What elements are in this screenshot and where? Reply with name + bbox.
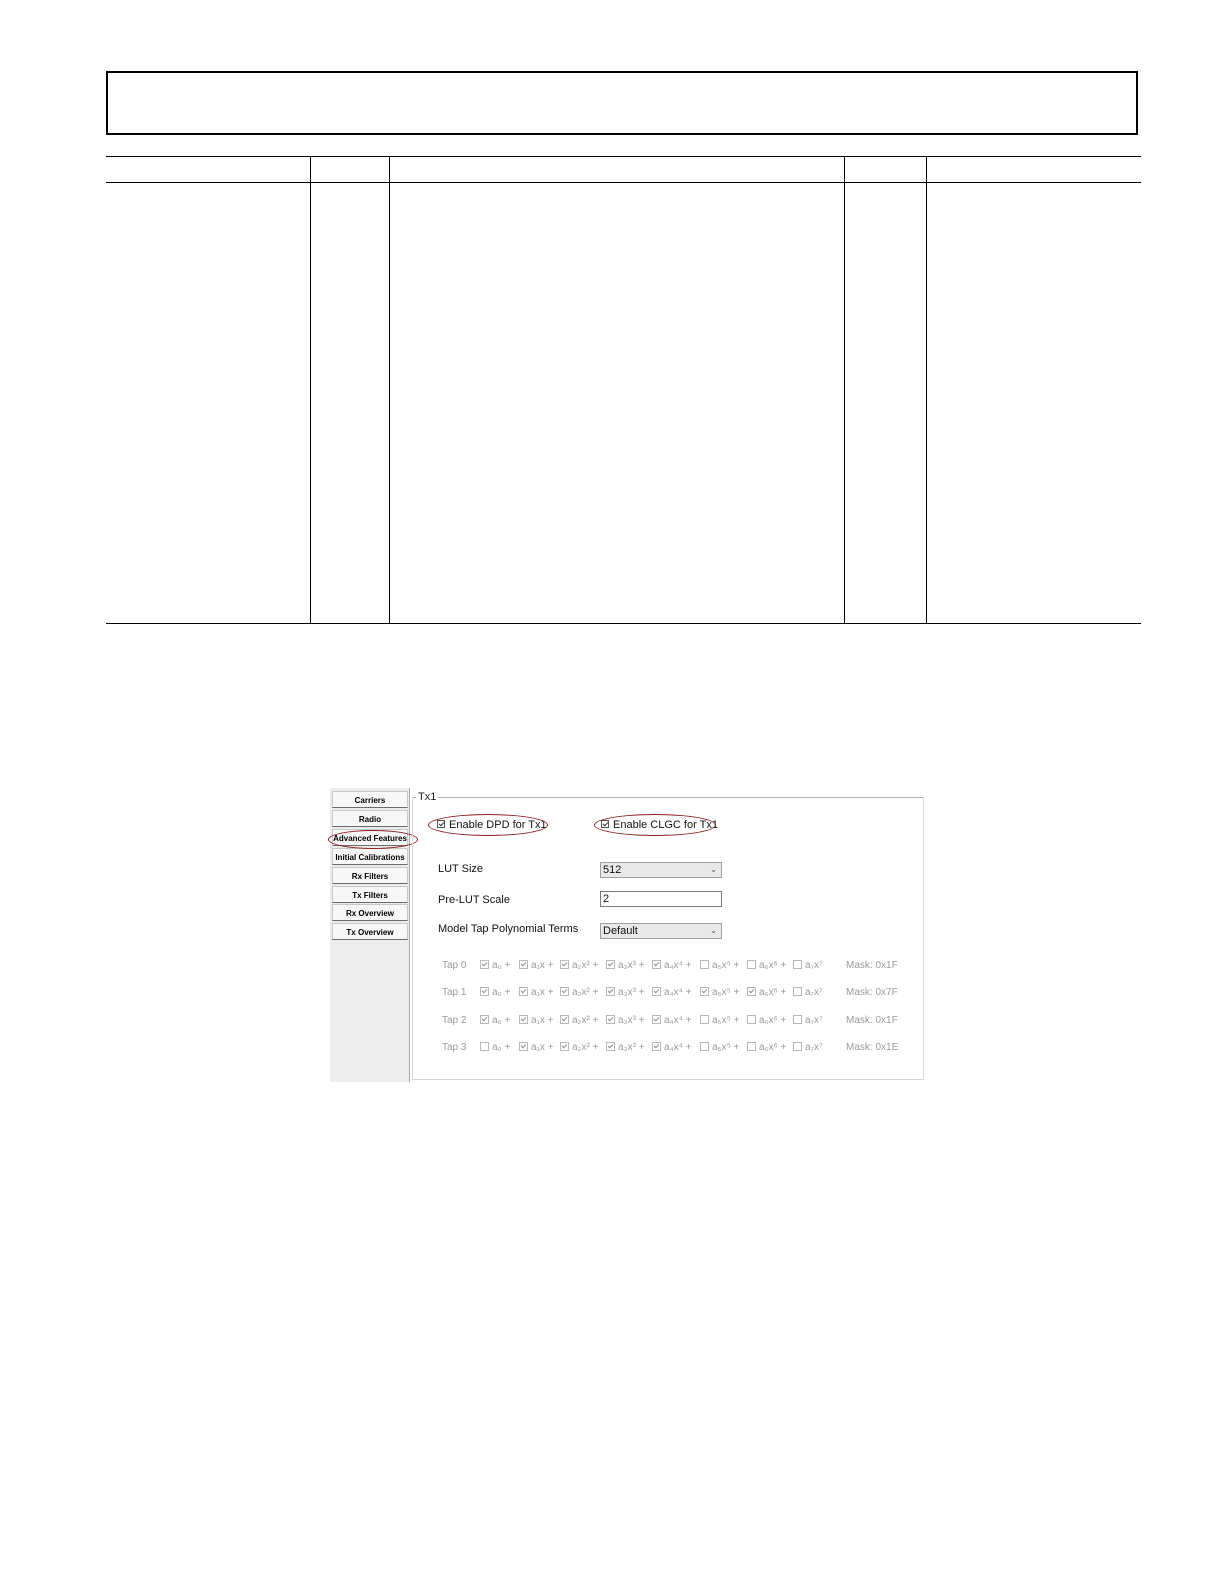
- tap-term-checkbox[interactable]: [560, 1015, 598, 1026]
- tap-term-checkbox[interactable]: [700, 987, 739, 998]
- model-tap-select[interactable]: [600, 923, 722, 939]
- group-label: Tx1: [418, 791, 437, 803]
- tap-term-checkbox[interactable]: [519, 1042, 554, 1053]
- nav-tab-carriers[interactable]: Carriers: [332, 791, 408, 808]
- tap-term-checkbox[interactable]: [606, 1042, 645, 1053]
- tap-term-label: a₅x⁵ +: [712, 1015, 740, 1026]
- tap-term-checkbox[interactable]: [700, 960, 739, 971]
- tap-term-label: a₂x² +: [572, 960, 599, 971]
- tap-name: Tap 1: [442, 987, 467, 998]
- chevron-down-icon: ⌄: [710, 865, 717, 874]
- gui-screenshot: [330, 788, 926, 1082]
- tap-term-label: a₆x⁶ +: [759, 960, 787, 971]
- nav-tab-tx-filters[interactable]: Tx Filters: [332, 886, 408, 903]
- table-column-divider: [310, 157, 311, 623]
- tap-term-label: a₂x² +: [572, 1042, 599, 1053]
- tap-term-checkbox[interactable]: [793, 960, 823, 971]
- tap-term-checkbox[interactable]: [793, 987, 823, 998]
- checkbox-icon: [606, 960, 615, 969]
- tap-term-checkbox[interactable]: [560, 987, 598, 998]
- checkbox-icon: [480, 987, 489, 996]
- checkbox-icon: [652, 960, 661, 969]
- tap-term-checkbox[interactable]: [480, 1042, 510, 1053]
- tap-term-label: a₆x⁶ +: [759, 1015, 787, 1026]
- tap-term-checkbox[interactable]: [519, 960, 554, 971]
- pre-lut-scale-label: Pre-LUT Scale: [438, 894, 510, 906]
- tap-term-label: a₁x +: [531, 1015, 554, 1026]
- tap-term-checkbox[interactable]: [747, 987, 786, 998]
- tap-term-checkbox[interactable]: [606, 987, 645, 998]
- tap-mask: Mask: 0x1E: [846, 1042, 899, 1053]
- tap-term-label: a₄x⁴ +: [664, 1042, 692, 1053]
- tap-term-label: a₇x⁷: [805, 1042, 823, 1053]
- checkbox-icon: [652, 1042, 661, 1051]
- tap-term-label: a₁x +: [531, 987, 554, 998]
- tap-term-checkbox[interactable]: [560, 1042, 598, 1053]
- highlight-ellipse: [428, 814, 548, 836]
- tap-mask: Mask: 0x1F: [846, 1015, 898, 1026]
- tap-term-checkbox[interactable]: [480, 1015, 510, 1026]
- tap-term-label: a₄x⁴ +: [664, 960, 692, 971]
- checkbox-icon: [700, 1042, 709, 1051]
- checkbox-icon: [793, 1015, 802, 1024]
- checkbox-icon: [519, 960, 528, 969]
- tap-term-label: a₅x⁵ +: [712, 960, 740, 971]
- nav-tab-tx-overview[interactable]: Tx Overview: [332, 923, 408, 940]
- checkbox-icon: [700, 987, 709, 996]
- checkbox-icon: [606, 987, 615, 996]
- tap-term-label: a₃x³ +: [618, 960, 645, 971]
- lut-size-select[interactable]: [600, 862, 722, 878]
- tap-term-label: a₄x⁴ +: [664, 1015, 692, 1026]
- checkbox-icon: [606, 1015, 615, 1024]
- checkbox-icon: [606, 1042, 615, 1051]
- checkbox-icon: [480, 960, 489, 969]
- header-box: [106, 71, 1138, 135]
- checkbox-icon: [793, 987, 802, 996]
- tap-term-label: a₆x⁶ +: [759, 1042, 787, 1053]
- model-tap-value: Default: [603, 925, 638, 937]
- nav-tab-radio[interactable]: Radio: [332, 810, 408, 827]
- checkbox-icon: [560, 1042, 569, 1051]
- tap-term-label: a₀ +: [492, 987, 511, 998]
- lut-size-value: 512: [603, 864, 622, 876]
- tap-term-checkbox[interactable]: [700, 1042, 739, 1053]
- tap-term-checkbox[interactable]: [606, 960, 645, 971]
- tap-term-checkbox[interactable]: [480, 987, 510, 998]
- checkbox-icon: [793, 1042, 802, 1051]
- chevron-down-icon: ⌄: [710, 926, 717, 935]
- checkbox-icon: [519, 987, 528, 996]
- checkbox-icon: [652, 1015, 661, 1024]
- tap-term-label: a₄x⁴ +: [664, 987, 692, 998]
- table-column-divider: [389, 157, 390, 623]
- checkbox-icon: [519, 1042, 528, 1051]
- tap-term-checkbox[interactable]: [793, 1015, 823, 1026]
- tap-term-label: a₁x +: [531, 960, 554, 971]
- tap-term-label: a₃x³ +: [618, 987, 645, 998]
- checkbox-icon: [747, 1015, 756, 1024]
- tap-term-checkbox[interactable]: [652, 960, 692, 971]
- enable-dpd-label: Enable DPD for Tx1: [449, 819, 547, 831]
- tap-term-checkbox[interactable]: [793, 1042, 823, 1053]
- checkbox-icon: [560, 960, 569, 969]
- checkbox-icon: [700, 1015, 709, 1024]
- tap-term-label: a₀ +: [492, 1042, 511, 1053]
- model-tap-label: Model Tap Polynomial Terms: [438, 923, 579, 935]
- checkbox-icon: [480, 1042, 489, 1051]
- checkbox-icon: [519, 1015, 528, 1024]
- checkbox-icon: [480, 1015, 489, 1024]
- pre-lut-scale-input[interactable]: 2: [600, 891, 722, 907]
- tap-term-label: a₀ +: [492, 1015, 511, 1026]
- checkbox-icon: [560, 987, 569, 996]
- tap-term-label: a₂x² +: [572, 1015, 599, 1026]
- tap-mask: Mask: 0x1F: [846, 960, 898, 971]
- checkbox-icon: [652, 987, 661, 996]
- nav-tab-rx-filters[interactable]: Rx Filters: [332, 867, 408, 884]
- tap-name: Tap 2: [442, 1015, 467, 1026]
- lut-size-label: LUT Size: [438, 863, 484, 875]
- tap-term-label: a₇x⁷: [805, 960, 823, 971]
- document-table: [106, 156, 1141, 624]
- tap-term-label: a₇x⁷: [805, 987, 823, 998]
- tap-term-checkbox[interactable]: [519, 1015, 554, 1026]
- nav-tab-advanced-features[interactable]: Advanced Features: [332, 829, 408, 846]
- tap-term-checkbox[interactable]: [652, 1042, 692, 1053]
- tap-term-label: a₆x⁶ +: [759, 987, 787, 998]
- tap-term-label: a₂x² +: [572, 987, 599, 998]
- tap-mask: Mask: 0x7F: [846, 987, 898, 998]
- tap-term-label: a₇x⁷: [805, 1015, 823, 1026]
- tap-term-checkbox[interactable]: [652, 987, 692, 998]
- checkbox-icon: [747, 987, 756, 996]
- tap-term-checkbox[interactable]: [652, 1015, 692, 1026]
- enable-clgc-label: Enable CLGC for Tx1: [613, 819, 718, 831]
- highlight-ellipse: [594, 814, 716, 836]
- table-column-divider: [844, 157, 845, 623]
- nav-tab-initial-calibrations[interactable]: Initial Calibrations: [332, 848, 408, 865]
- tap-term-checkbox[interactable]: [700, 1015, 739, 1026]
- tap-name: Tap 0: [442, 960, 467, 971]
- tap-term-label: a₃x³ +: [618, 1042, 645, 1053]
- tap-term-checkbox[interactable]: [606, 1015, 645, 1026]
- tap-term-checkbox[interactable]: [480, 960, 510, 971]
- tap-term-checkbox[interactable]: [747, 1015, 786, 1026]
- checkbox-icon: [793, 960, 802, 969]
- tap-term-label: a₀ +: [492, 960, 511, 971]
- tap-name: Tap 3: [442, 1042, 467, 1053]
- checkbox-icon: [560, 1015, 569, 1024]
- checkbox-icon: [700, 960, 709, 969]
- table-header-rule: [106, 182, 1141, 183]
- tap-term-label: a₃x³ +: [618, 1015, 645, 1026]
- highlight-ellipse: [328, 830, 418, 849]
- tap-term-label: a₅x⁵ +: [712, 987, 740, 998]
- tap-term-label: a₅x⁵ +: [712, 1042, 740, 1053]
- tap-term-checkbox[interactable]: [747, 960, 786, 971]
- tap-term-label: a₁x +: [531, 1042, 554, 1053]
- checkbox-icon: [747, 960, 756, 969]
- nav-tab-rx-overview[interactable]: Rx Overview: [332, 904, 408, 921]
- tap-term-checkbox[interactable]: [519, 987, 554, 998]
- tap-term-checkbox[interactable]: [560, 960, 598, 971]
- table-column-divider: [926, 157, 927, 623]
- tap-term-checkbox[interactable]: [747, 1042, 786, 1053]
- checkbox-icon: [747, 1042, 756, 1051]
